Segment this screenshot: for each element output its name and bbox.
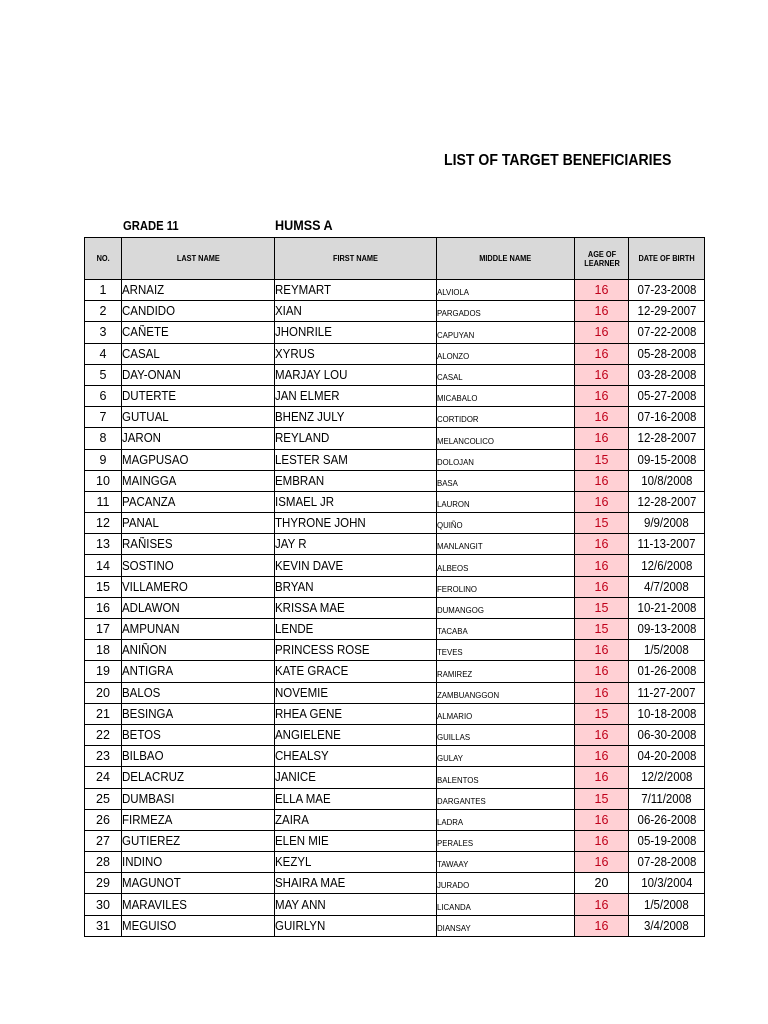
cell-age: 16 — [575, 746, 629, 767]
cell-last-name: BESINGA — [122, 703, 275, 724]
cell-middle-name: TAWAAY — [437, 852, 575, 873]
cell-age: 16 — [575, 661, 629, 682]
table-row — [85, 682, 705, 703]
cell-middle-name: BASA — [437, 470, 575, 491]
cell-age: 16 — [575, 428, 629, 449]
cell-age: 15 — [575, 449, 629, 470]
table-row — [85, 449, 705, 470]
cell-middle-name: RAMIREZ — [437, 661, 575, 682]
table-row — [85, 343, 705, 364]
cell-middle-name: ALMARIO — [437, 703, 575, 724]
table-row — [85, 322, 705, 343]
cell-last-name: JARON — [122, 428, 275, 449]
cell-date-of-birth: 12/2/2008 — [629, 767, 705, 788]
cell-first-name: JAY R — [275, 534, 437, 555]
cell-age: 15 — [575, 703, 629, 724]
cell-first-name: PRINCESS ROSE — [275, 640, 437, 661]
cell-date-of-birth: 1/5/2008 — [629, 894, 705, 915]
cell-first-name: CHEALSY — [275, 746, 437, 767]
cell-last-name: ANIÑON — [122, 640, 275, 661]
cell-middle-name: GULAY — [437, 746, 575, 767]
cell-date-of-birth: 11-13-2007 — [629, 534, 705, 555]
cell-age: 16 — [575, 301, 629, 322]
header-no: NO. — [85, 238, 122, 280]
cell-date-of-birth: 4/7/2008 — [629, 576, 705, 597]
cell-age: 16 — [575, 852, 629, 873]
cell-no: 15 — [85, 576, 122, 597]
cell-middle-name: CASAL — [437, 364, 575, 385]
cell-no: 31 — [85, 915, 122, 936]
cell-last-name: MARAVILES — [122, 894, 275, 915]
cell-age: 16 — [575, 682, 629, 703]
cell-middle-name: PERALES — [437, 830, 575, 851]
cell-date-of-birth: 1/5/2008 — [629, 640, 705, 661]
cell-no: 28 — [85, 852, 122, 873]
cell-no: 5 — [85, 364, 122, 385]
cell-no: 16 — [85, 597, 122, 618]
table-row — [85, 619, 705, 640]
cell-age: 16 — [575, 830, 629, 851]
cell-no: 18 — [85, 640, 122, 661]
cell-middle-name: LADRA — [437, 809, 575, 830]
cell-date-of-birth: 10-18-2008 — [629, 703, 705, 724]
cell-age: 16 — [575, 809, 629, 830]
cell-last-name: CAÑETE — [122, 322, 275, 343]
cell-first-name: KRISSA MAE — [275, 597, 437, 618]
cell-age: 16 — [575, 555, 629, 576]
cell-date-of-birth: 11-27-2007 — [629, 682, 705, 703]
cell-first-name: JHONRILE — [275, 322, 437, 343]
cell-date-of-birth: 09-15-2008 — [629, 449, 705, 470]
cell-date-of-birth: 9/9/2008 — [629, 513, 705, 534]
cell-no: 12 — [85, 513, 122, 534]
table-row — [85, 915, 705, 936]
cell-first-name: GUIRLYN — [275, 915, 437, 936]
cell-age: 16 — [575, 470, 629, 491]
cell-first-name: ELLA MAE — [275, 788, 437, 809]
cell-last-name: DUTERTE — [122, 385, 275, 406]
cell-date-of-birth: 04-20-2008 — [629, 746, 705, 767]
cell-first-name: REYLAND — [275, 428, 437, 449]
cell-last-name: CASAL — [122, 343, 275, 364]
table-row — [85, 894, 705, 915]
cell-first-name: THYRONE JOHN — [275, 513, 437, 534]
cell-age: 16 — [575, 407, 629, 428]
cell-age: 16 — [575, 322, 629, 343]
cell-last-name: BALOS — [122, 682, 275, 703]
cell-middle-name: MELANCOLICO — [437, 428, 575, 449]
table-row — [85, 830, 705, 851]
cell-middle-name: TEVES — [437, 640, 575, 661]
cell-date-of-birth: 12-28-2007 — [629, 491, 705, 512]
header-dob: DATE OF BIRTH — [629, 238, 705, 280]
cell-first-name: NOVEMIE — [275, 682, 437, 703]
cell-last-name: MEGUISO — [122, 915, 275, 936]
cell-date-of-birth: 03-28-2008 — [629, 364, 705, 385]
cell-first-name: JANICE — [275, 767, 437, 788]
table-row — [85, 280, 705, 301]
cell-first-name: BHENZ JULY — [275, 407, 437, 428]
cell-first-name: XYRUS — [275, 343, 437, 364]
cell-age: 16 — [575, 576, 629, 597]
table-header-row — [85, 238, 705, 280]
cell-last-name: BILBAO — [122, 746, 275, 767]
cell-first-name: XIAN — [275, 301, 437, 322]
cell-last-name: GUTUAL — [122, 407, 275, 428]
cell-middle-name: DARGANTES — [437, 788, 575, 809]
cell-middle-name: GUILLAS — [437, 724, 575, 745]
cell-age: 15 — [575, 619, 629, 640]
cell-no: 4 — [85, 343, 122, 364]
cell-date-of-birth: 10/8/2008 — [629, 470, 705, 491]
cell-last-name: ARNAIZ — [122, 280, 275, 301]
cell-no: 21 — [85, 703, 122, 724]
table-row — [85, 640, 705, 661]
cell-first-name: MARJAY LOU — [275, 364, 437, 385]
table-body — [85, 280, 705, 937]
header-first-name: FIRST NAME — [275, 238, 437, 280]
cell-age: 16 — [575, 915, 629, 936]
cell-date-of-birth: 05-19-2008 — [629, 830, 705, 851]
cell-middle-name: JURADO — [437, 873, 575, 894]
header-age: AGE OF LEARNER — [575, 238, 629, 280]
cell-middle-name: TACABA — [437, 619, 575, 640]
cell-last-name: DUMBASI — [122, 788, 275, 809]
grade-label: GRADE 11 — [123, 219, 179, 233]
cell-last-name: GUTIEREZ — [122, 830, 275, 851]
cell-first-name: SHAIRA MAE — [275, 873, 437, 894]
cell-age: 20 — [575, 873, 629, 894]
cell-first-name: KEVIN DAVE — [275, 555, 437, 576]
cell-first-name: BRYAN — [275, 576, 437, 597]
cell-first-name: KEZYL — [275, 852, 437, 873]
cell-age: 16 — [575, 491, 629, 512]
cell-last-name: ADLAWON — [122, 597, 275, 618]
cell-last-name: SOSTINO — [122, 555, 275, 576]
cell-no: 1 — [85, 280, 122, 301]
cell-last-name: BETOS — [122, 724, 275, 745]
cell-middle-name: ALBEOS — [437, 555, 575, 576]
cell-date-of-birth: 07-22-2008 — [629, 322, 705, 343]
table-row — [85, 661, 705, 682]
cell-first-name: REYMART — [275, 280, 437, 301]
cell-last-name: FIRMEZA — [122, 809, 275, 830]
cell-first-name: ANGIELENE — [275, 724, 437, 745]
cell-date-of-birth: 10/3/2004 — [629, 873, 705, 894]
cell-age: 16 — [575, 767, 629, 788]
cell-date-of-birth: 07-28-2008 — [629, 852, 705, 873]
cell-middle-name: ZAMBUANGGON — [437, 682, 575, 703]
cell-date-of-birth: 05-28-2008 — [629, 343, 705, 364]
page-title: LIST OF TARGET BENEFICIARIES — [444, 152, 672, 169]
cell-age: 16 — [575, 385, 629, 406]
table-row — [85, 597, 705, 618]
cell-no: 6 — [85, 385, 122, 406]
cell-no: 8 — [85, 428, 122, 449]
cell-date-of-birth: 3/4/2008 — [629, 915, 705, 936]
cell-no: 19 — [85, 661, 122, 682]
cell-no: 24 — [85, 767, 122, 788]
table-row — [85, 364, 705, 385]
cell-date-of-birth: 12-28-2007 — [629, 428, 705, 449]
cell-age: 16 — [575, 640, 629, 661]
cell-no: 3 — [85, 322, 122, 343]
cell-no: 10 — [85, 470, 122, 491]
cell-middle-name: MICABALO — [437, 385, 575, 406]
cell-first-name: ZAIRA — [275, 809, 437, 830]
cell-no: 25 — [85, 788, 122, 809]
cell-no: 26 — [85, 809, 122, 830]
cell-first-name: RHEA GENE — [275, 703, 437, 724]
cell-last-name: INDINO — [122, 852, 275, 873]
table-row — [85, 788, 705, 809]
table-row — [85, 746, 705, 767]
cell-date-of-birth: 12-29-2007 — [629, 301, 705, 322]
cell-last-name: RAÑISES — [122, 534, 275, 555]
table-row — [85, 767, 705, 788]
cell-no: 20 — [85, 682, 122, 703]
cell-age: 16 — [575, 894, 629, 915]
cell-middle-name: PARGADOS — [437, 301, 575, 322]
cell-date-of-birth: 09-13-2008 — [629, 619, 705, 640]
table-row — [85, 852, 705, 873]
cell-age: 16 — [575, 534, 629, 555]
table-row — [85, 703, 705, 724]
cell-no: 29 — [85, 873, 122, 894]
cell-last-name: MAGPUSAO — [122, 449, 275, 470]
cell-last-name: PACANZA — [122, 491, 275, 512]
cell-first-name: JAN ELMER — [275, 385, 437, 406]
table-row — [85, 724, 705, 745]
table-row — [85, 873, 705, 894]
table-row — [85, 385, 705, 406]
cell-first-name: MAY ANN — [275, 894, 437, 915]
section-label: HUMSS A — [275, 217, 333, 233]
table-row — [85, 301, 705, 322]
table-row — [85, 491, 705, 512]
cell-last-name: ANTIGRA — [122, 661, 275, 682]
cell-middle-name: DOLOJAN — [437, 449, 575, 470]
table-row — [85, 513, 705, 534]
cell-first-name: EMBRAN — [275, 470, 437, 491]
cell-last-name: VILLAMERO — [122, 576, 275, 597]
cell-middle-name: FEROLINO — [437, 576, 575, 597]
cell-no: 11 — [85, 491, 122, 512]
cell-middle-name: QUIÑO — [437, 513, 575, 534]
table-row — [85, 809, 705, 830]
cell-middle-name: CAPUYAN — [437, 322, 575, 343]
table-row — [85, 407, 705, 428]
table-row — [85, 555, 705, 576]
cell-no: 9 — [85, 449, 122, 470]
cell-first-name: KATE GRACE — [275, 661, 437, 682]
cell-last-name: MAGUNOT — [122, 873, 275, 894]
cell-age: 15 — [575, 788, 629, 809]
table-row — [85, 470, 705, 491]
cell-no: 27 — [85, 830, 122, 851]
header-last-name: LAST NAME — [122, 238, 275, 280]
cell-middle-name: DIANSAY — [437, 915, 575, 936]
cell-no: 2 — [85, 301, 122, 322]
cell-date-of-birth: 05-27-2008 — [629, 385, 705, 406]
cell-middle-name: ALVIOLA — [437, 280, 575, 301]
cell-middle-name: CORTIDOR — [437, 407, 575, 428]
cell-no: 14 — [85, 555, 122, 576]
cell-first-name: ELEN MIE — [275, 830, 437, 851]
cell-age: 16 — [575, 343, 629, 364]
cell-middle-name: LICANDA — [437, 894, 575, 915]
cell-no: 17 — [85, 619, 122, 640]
cell-date-of-birth: 07-16-2008 — [629, 407, 705, 428]
cell-first-name: ISMAEL JR — [275, 491, 437, 512]
cell-first-name: LESTER SAM — [275, 449, 437, 470]
cell-age: 16 — [575, 280, 629, 301]
cell-date-of-birth: 06-26-2008 — [629, 809, 705, 830]
cell-last-name: DELACRUZ — [122, 767, 275, 788]
cell-last-name: MAINGGA — [122, 470, 275, 491]
cell-date-of-birth: 06-30-2008 — [629, 724, 705, 745]
cell-date-of-birth: 01-26-2008 — [629, 661, 705, 682]
cell-date-of-birth: 10-21-2008 — [629, 597, 705, 618]
cell-date-of-birth: 07-23-2008 — [629, 280, 705, 301]
cell-no: 7 — [85, 407, 122, 428]
cell-no: 30 — [85, 894, 122, 915]
cell-no: 23 — [85, 746, 122, 767]
cell-date-of-birth: 7/11/2008 — [629, 788, 705, 809]
cell-no: 13 — [85, 534, 122, 555]
table-row — [85, 534, 705, 555]
cell-last-name: DAY-ONAN — [122, 364, 275, 385]
cell-middle-name: DUMANGOG — [437, 597, 575, 618]
cell-first-name: LENDE — [275, 619, 437, 640]
cell-last-name: PANAL — [122, 513, 275, 534]
cell-middle-name: ALONZO — [437, 343, 575, 364]
table-row — [85, 576, 705, 597]
cell-date-of-birth: 12/6/2008 — [629, 555, 705, 576]
cell-middle-name: MANLANGIT — [437, 534, 575, 555]
cell-age: 15 — [575, 597, 629, 618]
cell-last-name: AMPUNAN — [122, 619, 275, 640]
cell-age: 16 — [575, 364, 629, 385]
table-row — [85, 428, 705, 449]
cell-middle-name: BALENTOS — [437, 767, 575, 788]
cell-age: 16 — [575, 724, 629, 745]
beneficiaries-table — [84, 237, 705, 937]
cell-age: 15 — [575, 513, 629, 534]
cell-middle-name: LAURON — [437, 491, 575, 512]
cell-no: 22 — [85, 724, 122, 745]
cell-last-name: CANDIDO — [122, 301, 275, 322]
header-middle-name: MIDDLE NAME — [437, 238, 575, 280]
